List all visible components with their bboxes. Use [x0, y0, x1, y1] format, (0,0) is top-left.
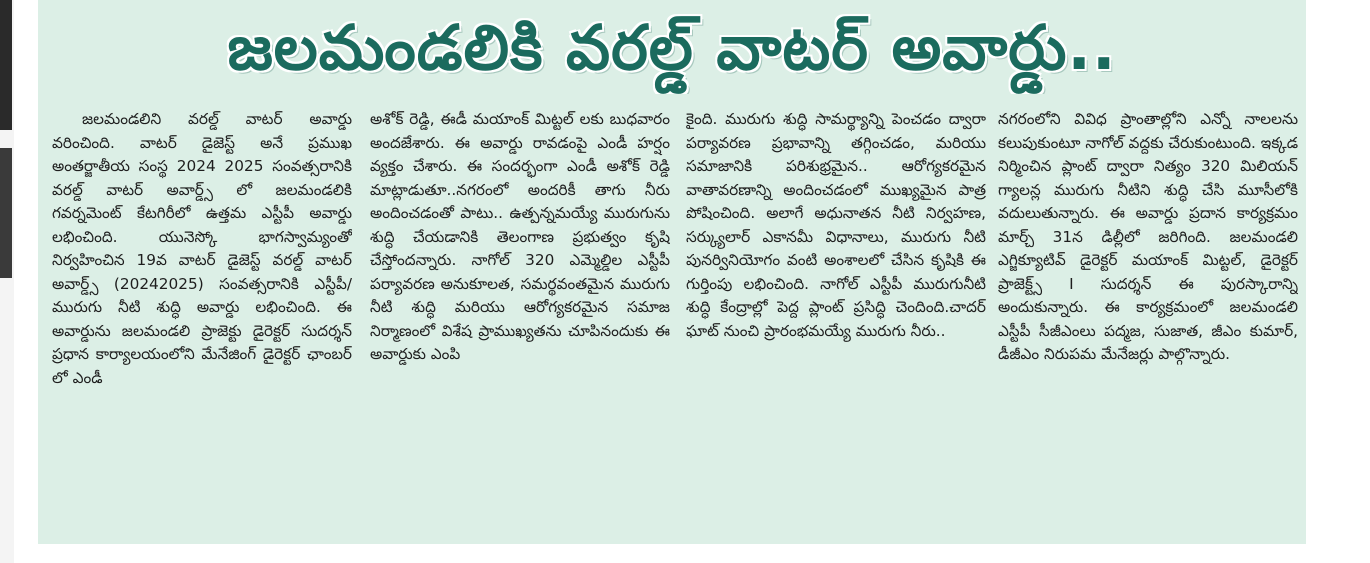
article-column-2	[370, 108, 670, 520]
adjacent-photo-fragment	[0, 0, 12, 130]
adjacent-page-edge	[0, 0, 14, 563]
article-headline: జలమండలికి వరల్డ్ వాటర్ అవార్డు..	[227, 11, 1117, 84]
adjacent-photo-fragment-2	[0, 148, 12, 278]
column-text: నగరంలోని వివిధ ప్రాంతాల్లోని ఎన్నో నాలలను కలుపుకుంటూ నాగోల్ వద్దకు చేరుకుంటుంది. ఇక్కడ నిర్మించిన ప్లాంట్ ద్వారా నిత్యం 320 మిలియన్ గ్యాలన్ల మురుగు నీటిని శుద్ధి చేసి మూసీలోకి వదులుతున్నారు. ఈ అవార్డు ప్రదాన కార్యక్రమం మార్చ్ 31న డిల్లీలో జరిగింది. జలమండలి ఎగ్జిక్యూటివ్ డైరెక్టర్ మయాంక్ మిట్టల్, డైరెక్టర్ ప్రాజెక్ట్స్ I సుదర్శన్ ఈ పురస్కారాన్ని అందుకున్నారు. ఈ కార్యక్రమంలో జలమండలి ఎస్టీపీ సీజీఎంలు పద్మజ, సుజాత, జీఎం కుమార్, డీజీఎం నిరుపమ మేనేజర్లు పాల్గొన్నారు.	[998, 110, 1298, 363]
column-text: కైంది. మురుగు శుద్ధి సామర్థ్యాన్ని పెంచడం ద్వారా పర్యావరణ ప్రభావాన్ని తగ్గించడం, మరియు సమాజానికి పరిశుభ్రమైన.. ఆరోగ్యకరమైన వాతావరణాన్ని అందించడంలో ముఖ్యమైన పాత్ర పోషించింది. అలాగే అధునాతన నీటి నిర్వహణ, సర్క్యులార్ ఎకానమీ విధానాలు, మురుగు నీటి పునర్వినియోగం వంటి అంశాలలో చేసిన కృషికి ఈ గుర్తింపు లభించింది. నాగోల్ ఎస్టీపీ మురుగునీటి శుద్ధి కేంద్రాల్లో పెద్ద ప్లాంట్ ప్రసిద్ధి చెందింది.చాదర్ ఘాట్ నుంచి ప్రారంభమయ్యే మురుగు నీరు..	[686, 110, 986, 340]
news-article-panel	[38, 0, 1306, 544]
article-body	[52, 108, 1302, 528]
column-text: జలమండలిని వరల్డ్ వాటర్ అవార్డు వరించింది. వాటర్ డైజెస్ట్ అనే ప్రముఖ అంతర్జాతీయ సంస్థ 2024 2025 సంవత్సరానికి వరల్డ్ వాటర్ అవార్డ్స్ లో జలమండలికి గవర్నమెంట్ కేటగిరీలో ఉత్తమ ఎస్టీపీ అవార్డు లభించింది. యునెస్కో భాగస్వామ్యంతో నిర్వహించిన 19వ వాటర్ డైజెస్ట్ వరల్డ్ వాటర్ అవార్డ్స్ (20242025) సంవత్సరానికి ఎస్టీపీ/ మురుగు నీటి శుద్ధి అవార్డు లభించింది. ఈ అవార్డును జలమండలి ప్రాజెక్టు డైరెక్టర్ సుదర్శన్ ప్రధాన కార్యాలయంలోని మేనేజింగ్ డైరెక్టర్ ఛాంబర్ లో ఎండీ	[52, 110, 352, 387]
column-text: అశోక్ రెడ్డి, ఈడీ మయాంక్ మిట్టల్ లకు బుధవారం అందజేశారు. ఈ అవార్డు రావడంపై ఎండీ హర్షం వ్యక్తం చేశారు. ఈ సందర్భంగా ఎండీ అశోక్ రెడ్డి మాట్లాడుతూ..నగరంలో అందరికీ తాగు నీరు అందించడంతో పాటు.. ఉత్పన్నమయ్యే మురుగును శుద్ధి చేయడానికి తెలంగాణ ప్రభుత్వం కృషి చేస్తోందన్నారు. నాగోల్ 320 ఎమ్మెల్డిల ఎస్టీపీ పర్యావరణ అనుకూలత, సమర్థవంతమైన మురుగు నీటి శుద్ధి మరియు ఆరోగ్యకరమైన సమాజ నిర్మాణంలో విశేష ప్రాముఖ్యతను చూపినందుకు ఈ అవార్డుకు ఎంపి	[370, 110, 670, 363]
article-column-1	[52, 108, 352, 520]
article-column-3	[686, 108, 986, 520]
article-column-4	[998, 108, 1298, 520]
